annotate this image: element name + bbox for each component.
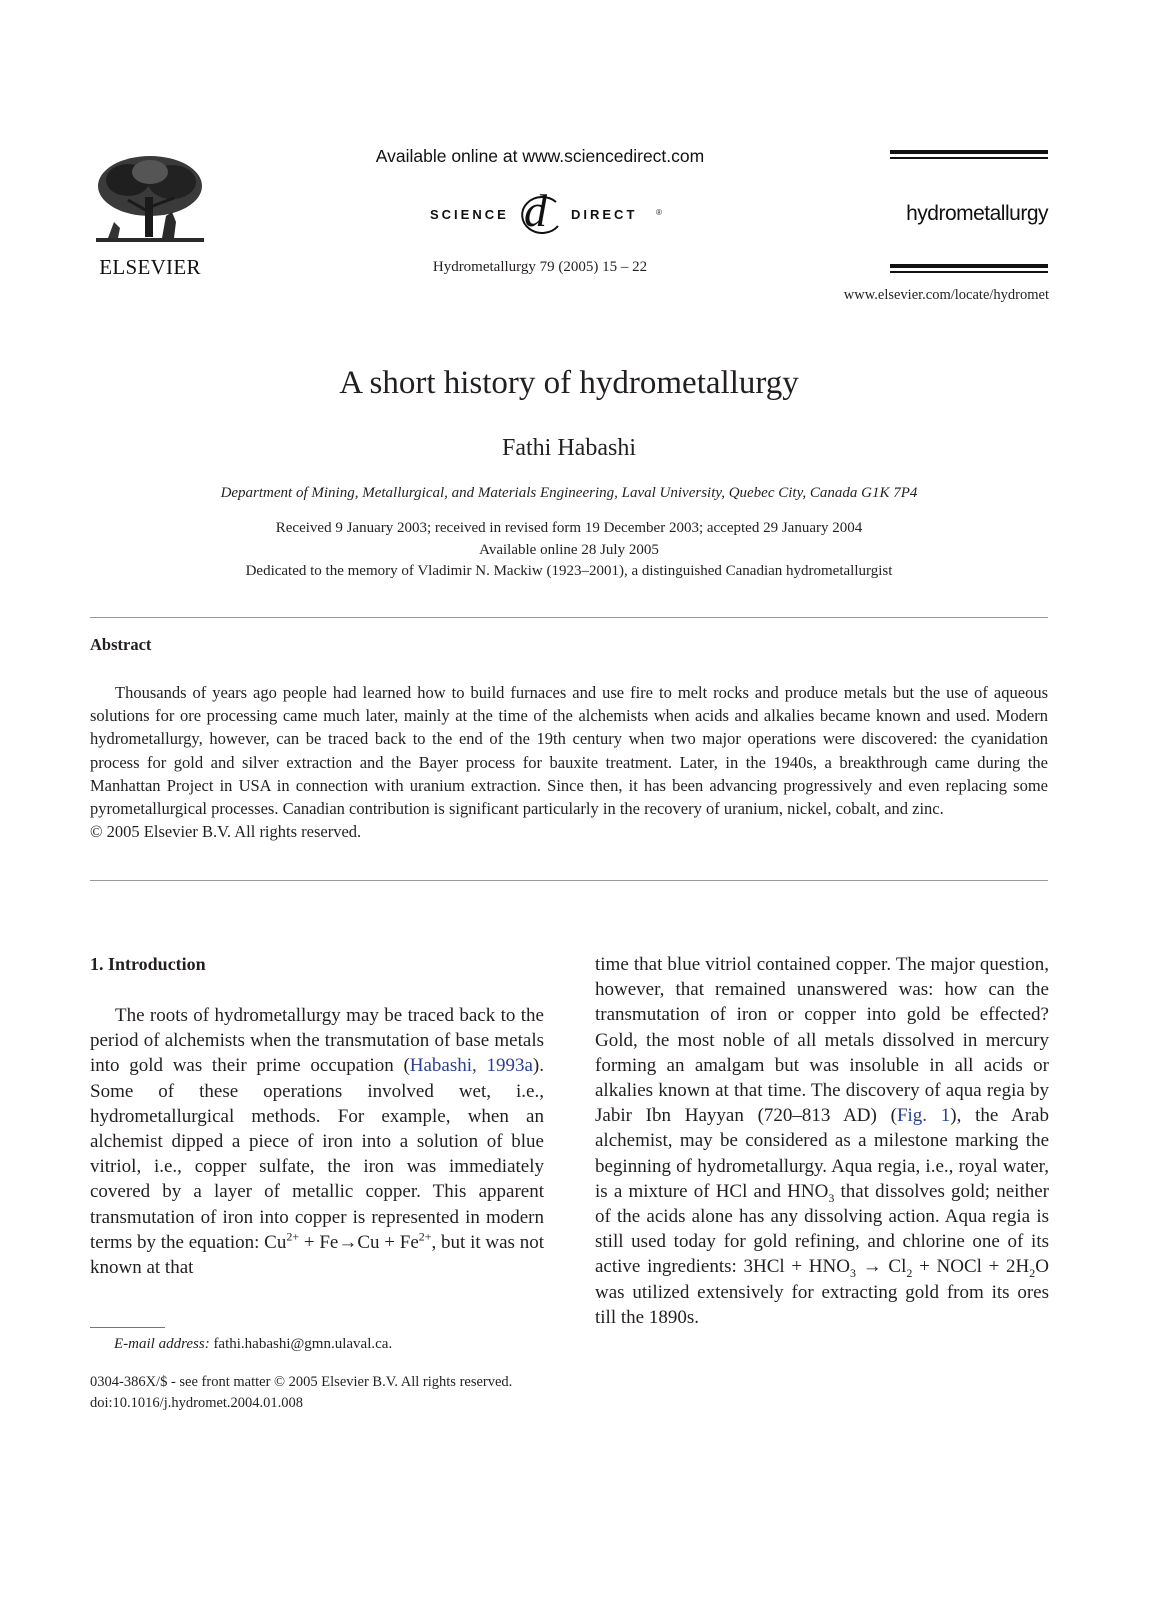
doi-line[interactable]: doi:10.1016/j.hydromet.2004.01.008 bbox=[90, 1394, 304, 1411]
journal-name: hydrometallurgy bbox=[906, 202, 1048, 225]
abstract-copyright: © 2005 Elsevier B.V. All rights reserved. bbox=[90, 822, 362, 842]
front-matter bbox=[90, 1372, 512, 1413]
abstract-text: Thousands of years ago people had learned how to build furnaces and use fire to melt rocks and produce metals but the use of aqueous solutions for ore processing came much later, mainly at the time of the alchemists when acids and alkalies became known and used. Modern hydrometallurgy, however, can be traced back to the end of the 19th century when two major operations were discovered: the cyanidation process for gold and silver extraction and the Bayer process for bauxite treatment. Later, in the 1940s, a breakthrough came during the Manhattan Project in USA in connection with uranium extraction. Since then, it has been advancing progressively and even replacing some pyrometallurgical processes. Canadian contribution is significant particularly in the recovery of uranium, nickel, cobalt, and zinc. bbox=[90, 683, 1048, 819]
header-rule-top bbox=[890, 150, 1048, 159]
sd-registered: ® bbox=[656, 208, 662, 217]
divider-top bbox=[90, 617, 1048, 618]
sciencedirect-logo bbox=[380, 185, 700, 238]
header-rule-bottom bbox=[890, 264, 1048, 273]
citation-link-habashi-1993a[interactable]: Habashi, 1993a bbox=[409, 1055, 533, 1077]
article-history bbox=[90, 518, 1048, 583]
author-name: Fathi Habashi bbox=[502, 435, 636, 461]
footnote-rule bbox=[90, 1327, 165, 1328]
email-address[interactable]: fathi.habashi@gmn.ulaval.ca. bbox=[213, 1336, 393, 1352]
abstract-body bbox=[90, 681, 1048, 843]
tree-logo-icon bbox=[88, 152, 212, 252]
author-affiliation: Department of Mining, Metallurgical, and Materials Engineering, Laval University, Quebec City, Canada G1K 7P4 bbox=[220, 485, 918, 501]
equation: $Cu^{2+} + Fe\to Cu + Fe^{2+}$ bbox=[264, 1229, 432, 1253]
dedication: Dedicated to the memory of Vladimir N. Mackiw (1923–2001), a distinguished Canadian hydrometallurgist bbox=[245, 563, 893, 579]
journal-url[interactable]: www.elsevier.com/locate/hydromet bbox=[843, 287, 1049, 303]
column-right bbox=[595, 952, 1049, 1330]
available-online-date: Available online 28 July 2005 bbox=[479, 541, 659, 558]
sd-word-direct: DIRECT bbox=[571, 207, 638, 222]
journal-reference: Hydrometallurgy 79 (2005) 15 – 22 bbox=[432, 259, 648, 275]
divider-bottom bbox=[90, 880, 1048, 881]
footnote-email bbox=[114, 1336, 392, 1353]
sd-word-science: SCIENCE bbox=[430, 207, 509, 222]
sd-at-icon: d bbox=[524, 185, 547, 236]
article-title: A short history of hydrometallurgy bbox=[339, 365, 799, 401]
column-left bbox=[90, 1003, 544, 1280]
figure-link-fig-1[interactable]: Fig. 1 bbox=[896, 1105, 951, 1127]
issn-line: 0304-386X/$ - see front matter © 2005 Elsevier B.V. All rights reserved. bbox=[90, 1374, 513, 1390]
received-dates: Received 9 January 2003; received in revised form 19 December 2003; accepted 29 January 2004 bbox=[275, 520, 863, 536]
available-online-text: Available online at www.sciencedirect.com bbox=[375, 146, 705, 166]
intro-paragraph-right: time that blue vitriol contained copper. The major question, however, that remained unanswered was: how can the transmutation of iron or copper into gold be effected? Gold, the most noble of all metals dissolved in mercury forming an amalgam but was insoluble in all acids or alkalies known at that time. The discovery of aqua regia by Jabir Ibn Hayyan (720–813 AD) (Fig. 1), the Arab alchemist, may be considered as a milestone marking the beginning of hydrometallurgy. Aqua regia, i.e., royal water, is a mixture of HCl and $HNO_3$ that dissolves gold; neither of the acids alone has any dissolving action. Aqua regia is still used today for gold refining, and chlorine one of its active ingredients: $3HCl + HNO_3 \to Cl_2$ + NOCl + $2H_2O$ was utilized extensively for extracting gold from its ores till the 1890s. bbox=[595, 954, 1049, 1328]
intro-paragraph-left: The roots of hydrometallurgy may be traced back to the period of alchemists when the transmutation of base metals into gold was their prime occupation (Habashi, 1993a). Some of these operations involved wet, i.e., hydrometallurgical methods. For example, when an alchemist dipped a piece of iron into a solution of blue vitriol, i.e., copper sulfate, the iron was immediately covered by a layer of metallic copper. This apparent transmutation of iron into copper is represented in modern terms by the equation: $Cu^{2+} + Fe\to Cu + Fe^{2+}$, but it was not known at that bbox=[90, 1005, 544, 1279]
elsevier-logo bbox=[88, 152, 212, 282]
email-label: E-mail address: bbox=[114, 1336, 210, 1352]
sd-ring-icon bbox=[512, 192, 564, 238]
abstract-heading: Abstract bbox=[90, 635, 152, 654]
elsevier-wordmark: ELSEVIER bbox=[99, 255, 201, 279]
section-heading-introduction: 1. Introduction bbox=[90, 954, 206, 974]
